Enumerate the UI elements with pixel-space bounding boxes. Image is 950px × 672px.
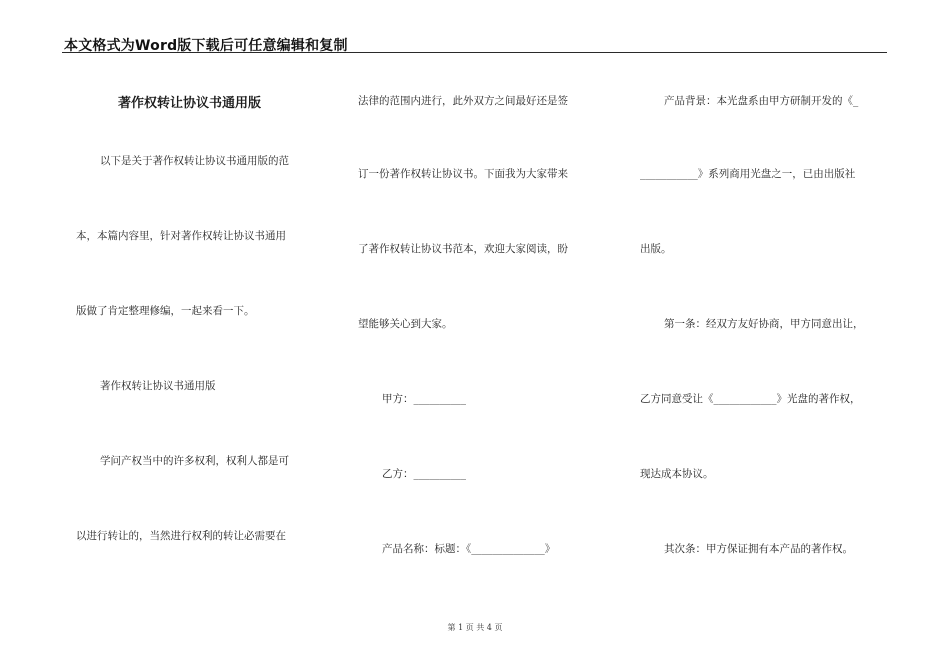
paragraph-line: ___________》系列商用光盘之一，已由出版社 xyxy=(640,168,856,180)
paragraph-line: 版做了肯定整理修编，一起来看一下。 xyxy=(76,305,255,317)
page-number: 第 1 页 共 4 页 xyxy=(447,623,503,632)
section-heading: 著作权转让协议书通用版 xyxy=(100,380,216,392)
paragraph-line: 订一份著作权转让协议书。下面我为大家带来 xyxy=(358,168,568,180)
paragraph-line: 出版。 xyxy=(640,243,672,255)
paragraph-line: 了著作权转让协议书范本，欢迎大家阅读，盼 xyxy=(358,243,568,255)
header-notice: 本文格式为Word版下载后可任意编辑和复制 xyxy=(64,38,348,54)
paragraph-line: 望能够关心到大家。 xyxy=(358,318,453,330)
paragraph-line: 法律的范围内进行，此外双方之间最好还是签 xyxy=(358,95,568,107)
clause-line: 现达成本协议。 xyxy=(640,468,714,480)
paragraph-line: 本，本篇内容里，针对著作权转让协议书通用 xyxy=(76,230,286,242)
document-title: 著作权转让协议书通用版 xyxy=(118,96,262,111)
paragraph-line: 产品背景：本光盘系由甲方研制开发的《_ xyxy=(664,95,859,107)
clause-line: 其次条：甲方保证拥有本产品的著作权。 xyxy=(664,543,853,555)
clause-line: 第一条：经双方友好协商，甲方同意出让， xyxy=(664,318,864,330)
paragraph-line: 以进行转让的，当然进行权利的转让必需要在 xyxy=(76,530,286,542)
party-a-field: 甲方：__________ xyxy=(382,393,466,405)
header-divider xyxy=(62,52,887,53)
paragraph-line: 学问产权当中的许多权利，权利人都是可 xyxy=(100,455,289,467)
clause-line: 乙方同意受让《____________》光盘的著作权， xyxy=(640,393,861,405)
party-b-field: 乙方：__________ xyxy=(382,468,466,480)
product-name-field: 产品名称：标题：《______________》 xyxy=(382,543,556,555)
paragraph-line: 以下是关于著作权转让协议书通用版的范 xyxy=(100,155,289,167)
